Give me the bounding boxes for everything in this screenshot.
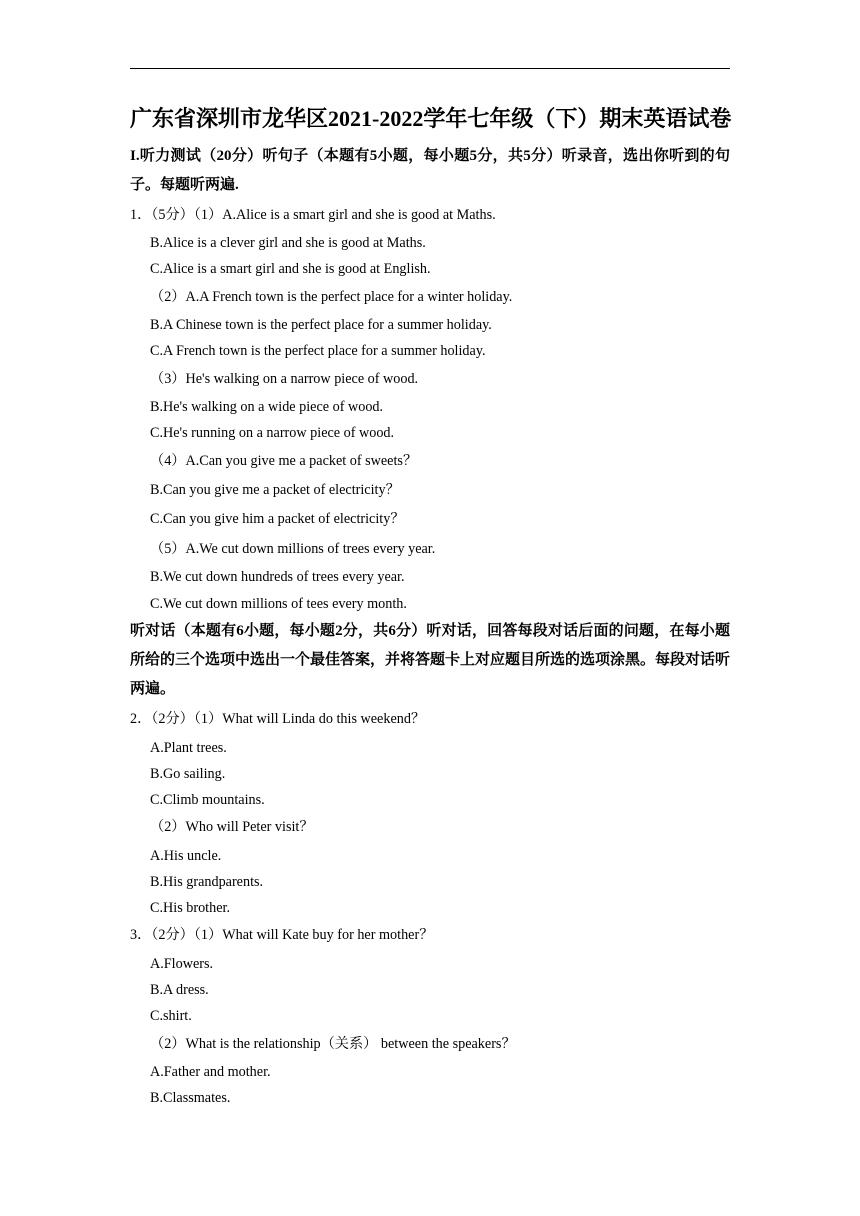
exam-title: 广东省深圳市龙华区2021-2022学年七年级（下）期末英语试卷 [130, 106, 732, 131]
question-3-item-2-option-a: A.Father and mother. [150, 1064, 271, 1080]
question-3-item-1: 3．（2分）（1）What will Kate buy for her mother？ [130, 927, 434, 943]
question-3-item-1-option-b: B.A dress. [150, 982, 209, 998]
question-1-item-4-option-b: B.Can you give me a packet of electricity？ [150, 482, 400, 498]
question-1-item-2: （2）A.A French town is the perfect place for a winter holiday. [150, 289, 513, 305]
section-1-instructions: I.听力测试（20分）听句子（本题有5小题，每小题5分，共5分）听录音，选出你听到的句子。每题听两遍. [130, 148, 730, 193]
question-1-item-5-option-b: B.We cut down hundreds of trees every year. [150, 569, 405, 585]
question-1-item-1-option-c: C.Alice is a smart girl and she is good at English. [150, 261, 431, 277]
question-1-item-2-option-b: B.A Chinese town is the perfect place for a summer holiday. [150, 317, 492, 333]
question-2-item-1: 2．（2分）（1）What will Linda do this weekend？ [130, 711, 426, 727]
question-2-item-2: （2）Who will Peter visit？ [150, 819, 314, 835]
header-rule [130, 68, 730, 69]
question-1-item-1-option-b: B.Alice is a clever girl and she is good at Maths. [150, 235, 426, 251]
section-2-instructions: 听对话（本题有6小题，每小题2分，共6分）听对话，回答每段对话后面的问题，在每小题所给的三个选项中选出一个最佳答案，并将答题卡上对应题目所选的选项涂黑。每段对话听两遍。 [130, 623, 731, 697]
question-1-item-3-option-b: B.He's walking on a wide piece of wood. [150, 399, 384, 415]
question-2-item-1-option-c: C.Climb mountains. [150, 792, 265, 808]
question-2-item-1-option-a: A.Plant trees. [150, 740, 227, 756]
question-1-item-3-option-c: C.He's running on a narrow piece of wood. [150, 425, 395, 441]
question-3-item-1-option-a: A.Flowers. [150, 956, 214, 972]
question-1-item-5: （5）A.We cut down millions of trees every year. [150, 541, 436, 557]
question-2-item-2-option-a: A.His uncle. [150, 848, 222, 864]
question-3-item-2-option-b: B.Classmates. [150, 1090, 231, 1106]
question-3-item-1-option-c: C.shirt. [150, 1008, 192, 1024]
question-3-item-2: （2）What is the relationship（关系） between the speakers？ [150, 1036, 516, 1052]
question-1-item-2-option-c: C.A French town is the perfect place for a summer holiday. [150, 343, 486, 359]
question-1-item-4: （4）A.Can you give me a packet of sweets？ [150, 453, 418, 469]
question-2-item-2-option-b: B.His grandparents. [150, 874, 264, 890]
question-2-item-2-option-c: C.His brother. [150, 900, 230, 916]
question-1-item-3: （3）He's walking on a narrow piece of wood. [150, 371, 419, 387]
question-1-item-4-option-c: C.Can you give him a packet of electricity？ [150, 511, 405, 527]
question-1-item-5-option-c: C.We cut down millions of tees every month. [150, 596, 407, 612]
question-2-item-1-option-b: B.Go sailing. [150, 766, 226, 782]
question-1-item-1: 1．（5分）（1）A.Alice is a smart girl and she is good at Maths. [130, 207, 496, 223]
